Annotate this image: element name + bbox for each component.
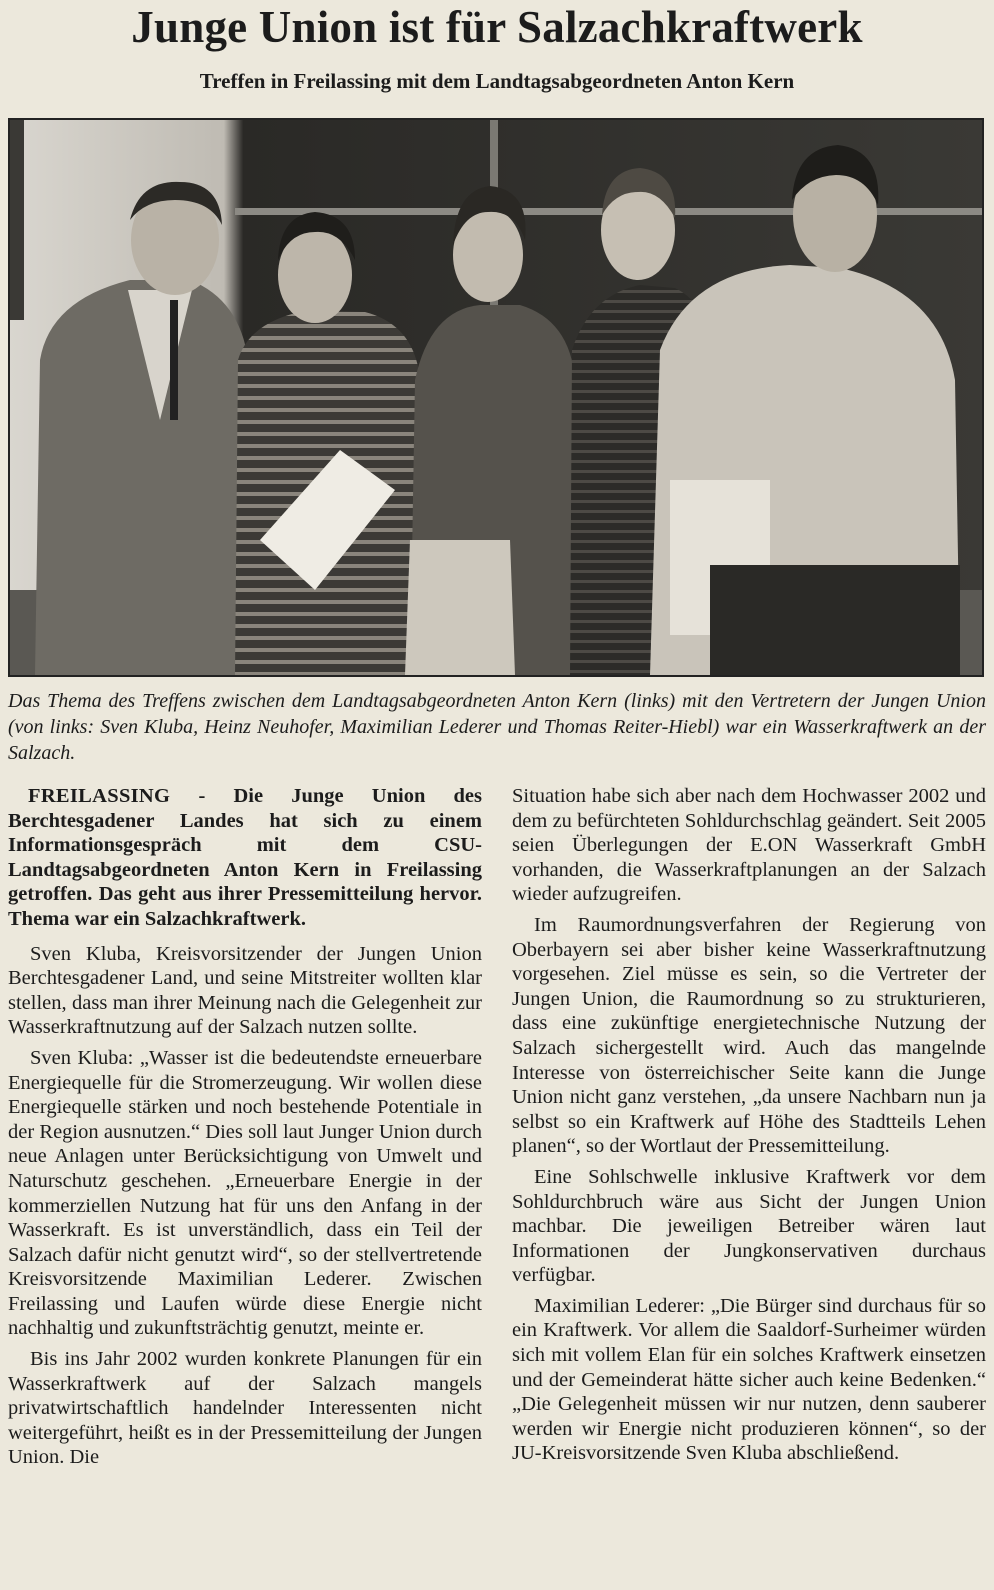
body-paragraph-continued: Situation habe sich aber nach dem Hochwasser 2002 und dem zu befürchteten Sohldurchschlag geändert. Seit 2005 seien Überlegungen der E.ON Wasserkraft GmbH vorhanden, die Wasserkraftplanungen an der Salzach wieder aufzugreifen. bbox=[512, 785, 986, 906]
lead-paragraph bbox=[8, 784, 482, 932]
body-paragraph: Sven Kluba, Kreisvorsitzender der Jungen Union Berchtesgadener Land, und seine Mitstreiter wollten klar stellen, dass man ihrer Meinung nach die Gelegenheit zur Wasserkraftnutzung auf der Salzach nutzen sollte. bbox=[8, 942, 482, 1039]
body-paragraph: Sven Kluba: „Wasser ist die bedeutendste erneuerbare Energiequelle für die Stromerzeugung. Wir wollen diese Energiequelle stärken und noch bestehende Potentiale in der Region ausnutzen.“ Dies soll laut Junger Union durch neue Anlagen unter Berücksichtigung von Umwelt und Naturschutz geschehen. „Erneuerbare Energie in der kommerziellen Nutzung hat für uns den Anfang in der Wasserkraft. Es ist unverständlich, dass ein Teil der Salzach dafür nicht genutzt wird“, so der stellvertretende Kreisvorsitzende Maximilian Lederer. Zwischen Freilassing und Laufen würde diese Energie nicht nachhaltig und zukunftsträchtig genutzt, meinte er. bbox=[8, 1046, 482, 1340]
article-column-right bbox=[512, 784, 986, 1466]
lead-text: - Die Junge Union des Berchtesgadener Landes hat sich zu einem Informationsgespräch mit dem CSU-Landtagsabgeordneten Anton Kern in Freilassing getroffen. Das geht aus ihrer Pressemitteilung hervor. Thema war ein Salzachkraftwerk. bbox=[8, 785, 482, 930]
body-paragraph: Eine Sohlschwelle inklusive Kraftwerk vor dem Sohldurchbruch wäre aus Sicht der Jungen Union machbar. Die jeweiligen Betreiber wären laut Informationen der Jungkonservativen durchaus verfügbar. bbox=[512, 1165, 986, 1287]
article-column-left bbox=[8, 784, 482, 1470]
group-photo bbox=[8, 118, 984, 677]
dateline: FREILASSING bbox=[28, 785, 171, 807]
body-paragraph: Im Raumordnungsverfahren der Regierung von Oberbayern sei aber bisher keine Wasserkraftnutzung vorgesehen. Ziel müsse es sein, so die Vertreter der Jungen Union, die Raumordnung so zu strukturieren, dass eine zukünftige energietechnische Nutzung der Salzach sichergestellt wird. Auch das mangelnde Interesse von österreichischer Seite kann die Junge Union nicht ganz verstehen, „da unsere Nachbarn nun ja selbst so ein Kraftwerk auf Höhe des Stadtteils Lehen planen“, so der Wortlaut der Pressemitteilung. bbox=[512, 913, 986, 1158]
photo-caption: Das Thema des Treffens zwischen dem Landtagsabgeordneten Anton Kern (links) mit den Vertretern der Jungen Union (von links: Sven Kluba, Heinz Neuhofer, Maximilian Lederer und Thomas Reiter-Hiebl) war ein Wasserkraftwerk an der Salzach. bbox=[8, 690, 986, 764]
article-headline: Junge Union ist für Salzachkraftwerk bbox=[131, 2, 863, 52]
body-paragraph: Bis ins Jahr 2002 wurden konkrete Planungen für ein Wasserkraftwerk auf der Salzach mangels privatwirtschaftlich handelnder Interessenten nicht weitergeführt, heißt es in der Pressemitteilung der Jungen Union. Die bbox=[8, 1348, 482, 1469]
body-paragraph: Maximilian Lederer: „Die Bürger sind durchaus für so ein Kraftwerk. Vor allem die Saaldorf-Surheimer würden sich mit vollem Elan für ein solches Kraftwerk einsetzen und der Gemeinderat hätte sicher auch keine Bedenken.“ „Die Gelegenheit müssen wir nur nutzen, denn sauberer werden wir Energie nicht produzieren können“, so der JU-Kreisvorsitzende Sven Kluba abschließend. bbox=[512, 1294, 986, 1465]
article-subheadline: Treffen in Freilassing mit dem Landtagsabgeordneten Anton Kern bbox=[199, 69, 795, 93]
